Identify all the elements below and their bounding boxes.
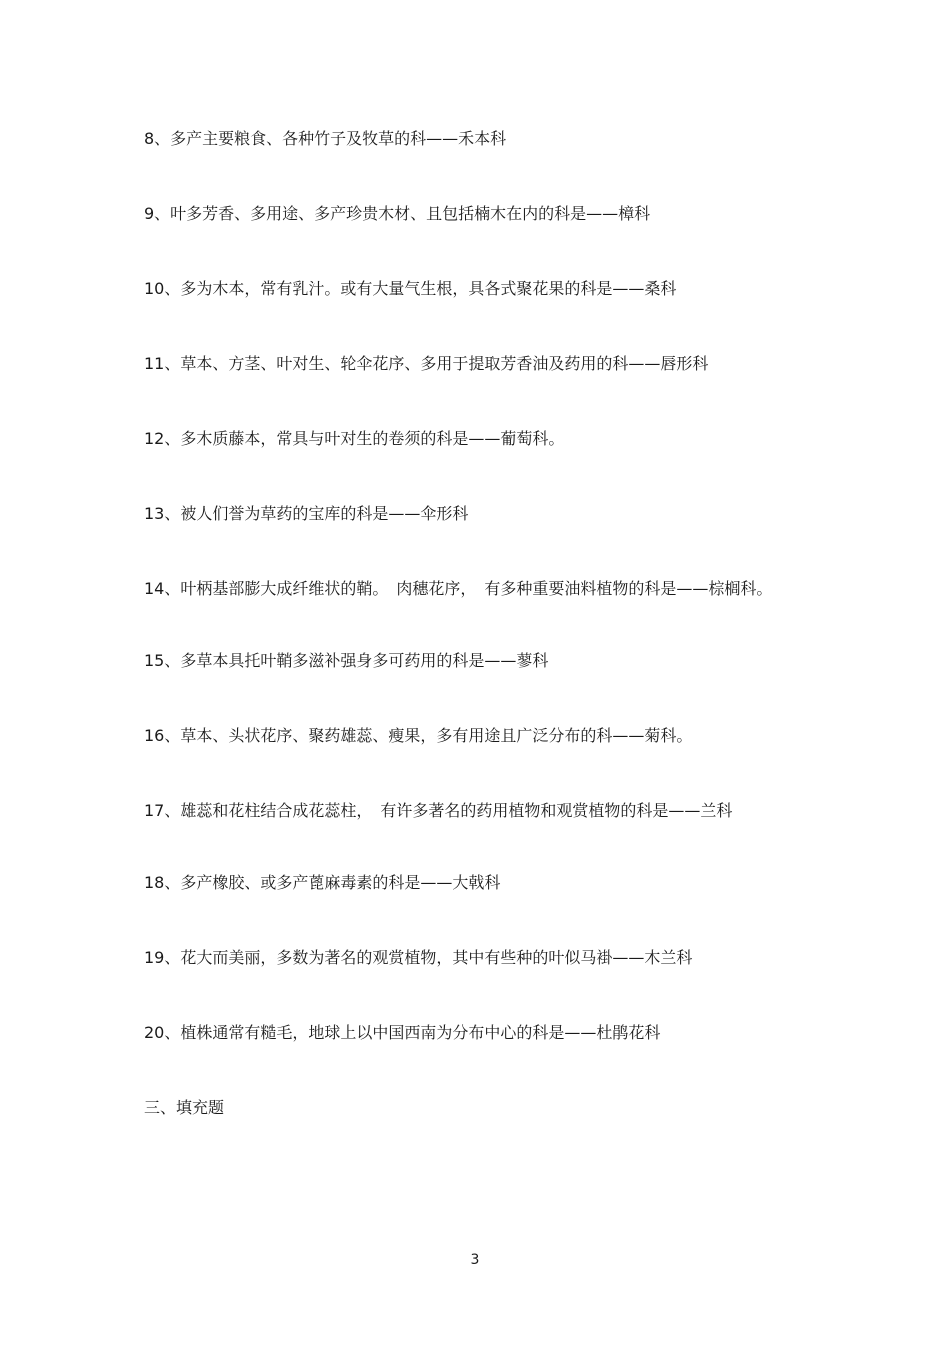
list-item: 16、草本、头状花序、聚药雄蕊、瘦果，多有用途且广泛分布的科——菊科。 <box>144 726 693 745</box>
list-item: 15、多草本具托叶鞘多滋补强身多可药用的科是——蓼科 <box>144 651 549 670</box>
list-item: 11、草本、方茎、叶对生、轮伞花序、多用于提取芳香油及药用的科——唇形科 <box>144 354 709 373</box>
list-item: 13、被人们誉为草药的宝库的科是——伞形科 <box>144 504 469 523</box>
page-number: 3 <box>470 1252 480 1268</box>
section-heading: 三、填充题 <box>144 1098 225 1117</box>
list-item: 10、多为木本，常有乳汁。或有大量气生根，具各式聚花果的科是——桑科 <box>144 279 677 298</box>
list-item: 18、多产橡胶、或多产蓖麻毒素的科是——大戟科 <box>144 873 501 892</box>
list-item: 8、多产主要粮食、各种竹子及牧草的科——禾本科 <box>144 129 507 148</box>
list-item: 19、花大而美丽，多数为著名的观赏植物，其中有些种的叶似马褂——木兰科 <box>144 948 693 967</box>
list-item: 14、叶柄基部膨大成纤维状的鞘。 肉穗花序， 有多种重要油料植物的科是——棕榈科。 <box>144 579 773 598</box>
list-item: 12、多木质藤本，常具与叶对生的卷须的科是——葡萄科。 <box>144 429 565 448</box>
page-content <box>144 122 794 1124</box>
list-item: 9、叶多芳香、多用途、多产珍贵木材、且包括楠木在内的科是——樟科 <box>144 204 651 223</box>
list-item: 17、雄蕊和花柱结合成花蕊柱， 有许多著名的药用植物和观赏植物的科是——兰科 <box>144 801 733 820</box>
list-item: 20、植株通常有糙毛，地球上以中国西南为分布中心的科是——杜鹃花科 <box>144 1023 661 1042</box>
